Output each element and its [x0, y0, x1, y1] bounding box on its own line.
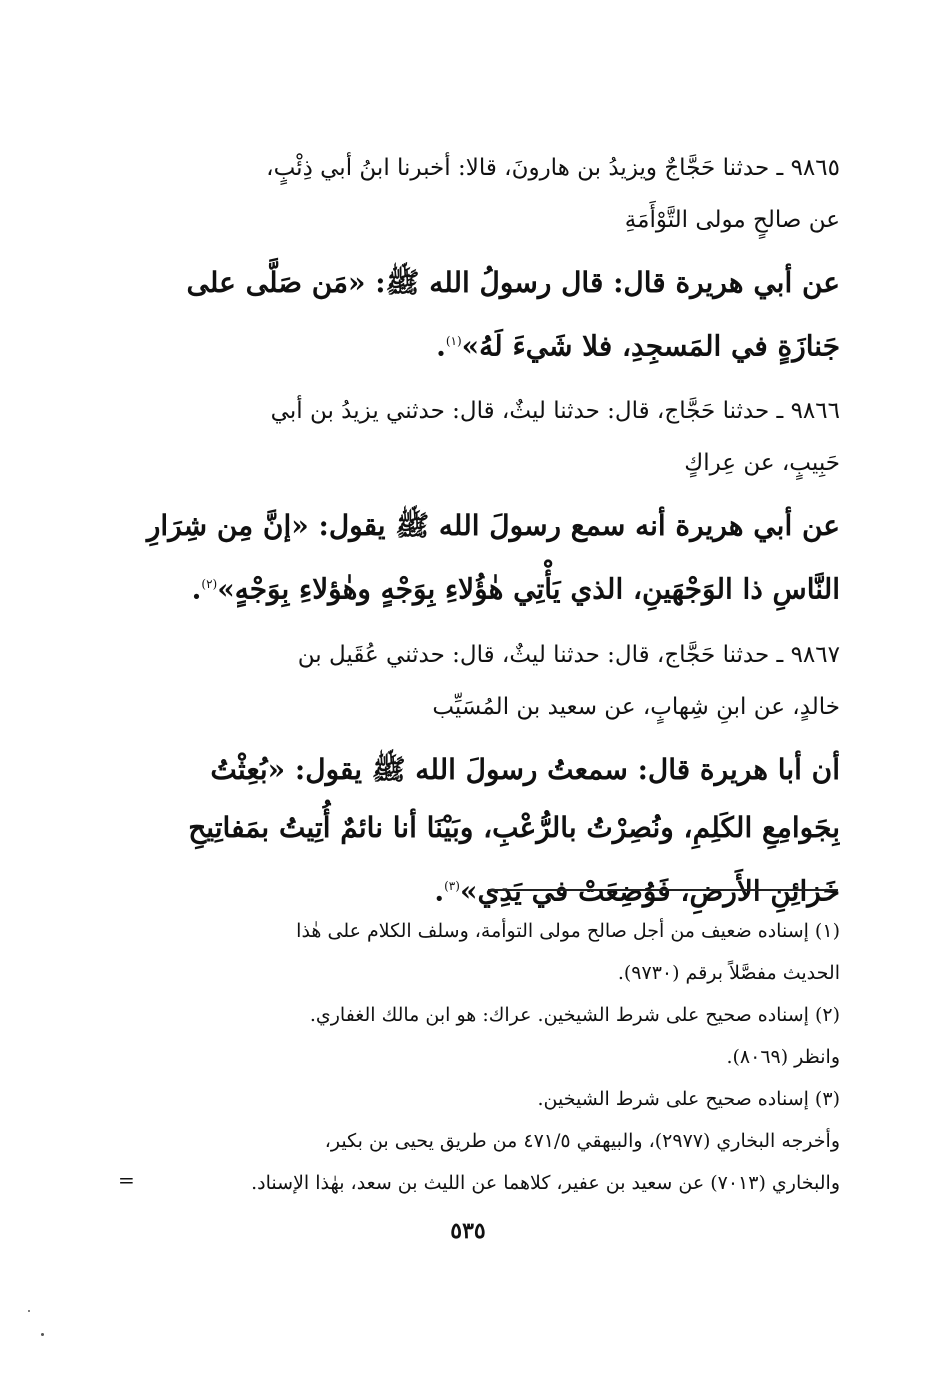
main-text [140, 140, 840, 920]
matn-line: النَّاسِ ذا الوَجْهَينِ، الذي يَأْتِي هٰؤُلاءِ بِوَجْهٍ وهٰؤلاءِ بِوَجْهٍ»$^{(٢)}$. [191, 572, 840, 606]
footnote-separator [488, 889, 838, 891]
footnote-line: (٣) إسناده صحيح على شرط الشيخين. [537, 1088, 840, 1110]
footnote-line: وانظر (٨٠٦٩). [726, 1046, 840, 1068]
continuation-mark: = [118, 1168, 135, 1192]
footnote-line: (٢) إسناده صحيح على شرط الشيخين. عراك: هو ابن مالك الغفاري. [309, 1004, 840, 1026]
isnad-line: ٩٨٦٦ ـ حدثنا حَجَّاج، قال: حدثنا ليثٌ، قال: حدثني يزيدُ بن أبي [270, 398, 840, 425]
hadith-isnad [140, 629, 840, 733]
isnad-line: خالدٍ، عن ابنِ شِهابٍ، عن سعيد بن المُسَيِّب [432, 693, 840, 720]
matn-line: بِجَوامِعِ الكَلِمِ، ونُصِرْتُ بالرُّعْبِ، وبَيْنَا أنا نائمٌ أُتِيتُ بمَفاتِيحِ [188, 810, 840, 844]
hadith-matn [140, 254, 840, 375]
page-number: ٥٣٥ [450, 1218, 486, 1244]
footnote-ref: (٣) [444, 878, 460, 893]
footnote-line: وأخرجه البخاري (٢٩٧٧)، والبيهقي ٤٧١/٥ من طريق يحيى بن بكير، [324, 1130, 840, 1152]
scan-speck [28, 1310, 30, 1312]
hadith-matn [140, 741, 840, 920]
footnote-line: الحديث مفصَّلاً برقم (٩٧٣٠). [617, 962, 840, 984]
hadith-matn [140, 497, 840, 618]
scan-speck [41, 1333, 44, 1336]
matn-text: جَنازَةٍ في المَسجِدِ، فلا شَيءَ لَهُ» [461, 329, 840, 363]
isnad-line: حَبِيبٍ، عن عِراكٍ [684, 450, 840, 477]
isnad-line: ٩٨٦٥ ـ حدثنا حَجَّاجٌ ويزيدُ بن هارونَ، قالا: أخبرنا ابنُ أبي ذِئْبٍ، [266, 155, 840, 181]
matn-line: أن أبا هريرة قال: سمعتُ رسولَ الله ﷺ يقول: «بُعِثْتُ [210, 752, 840, 786]
matn-line: عن أبي هريرة قال: قال رسولُ الله ﷺ: «مَن صَلَّى على [186, 266, 840, 299]
footnote-ref: (٢) [201, 577, 218, 592]
footnote-line: (١) إسناده ضعيف من أجل صالح مولى التوأمة، وسلف الكلام على هٰذا [296, 920, 840, 942]
matn-text: النَّاسِ ذا الوَجْهَينِ، الذي يَأْتِي هٰؤُلاءِ بِوَجْهٍ وهٰؤلاءِ بِوَجْهٍ» [217, 572, 840, 606]
isnad-line: ٩٨٦٧ ـ حدثنا حَجَّاج، قال: حدثنا ليثٌ، قال: حدثني عُقَيل بن [297, 641, 840, 668]
matn-text: خَزائِنِ الأَرضِ، فَوُضِعَتْ في يَدِي» [459, 873, 840, 907]
matn-line: جَنازَةٍ في المَسجِدِ، فلا شَيءَ لَهُ»$^{(١)}$. [436, 329, 840, 363]
isnad-line: عن صالحٍ مولى التَّوْأَمَةِ [624, 207, 840, 233]
footnotes [140, 910, 840, 1204]
matn-line: عن أبي هريرة أنه سمع رسولَ الله ﷺ يقول: «إنَّ مِن شِرَارِ [146, 509, 840, 543]
hadith-isnad [140, 385, 840, 489]
hadith-isnad [140, 142, 840, 246]
matn-line: خَزائِنِ الأَرضِ، فَوُضِعَتْ في يَدِي»$^{(٣)}$. [434, 873, 840, 907]
footnote-ref: (١) [445, 334, 462, 348]
footnote-line: والبخاري (٧٠١٣) عن سعيد بن عفير، كلاهما عن الليث بن سعد، بهٰذا الإسناد. [251, 1172, 840, 1194]
